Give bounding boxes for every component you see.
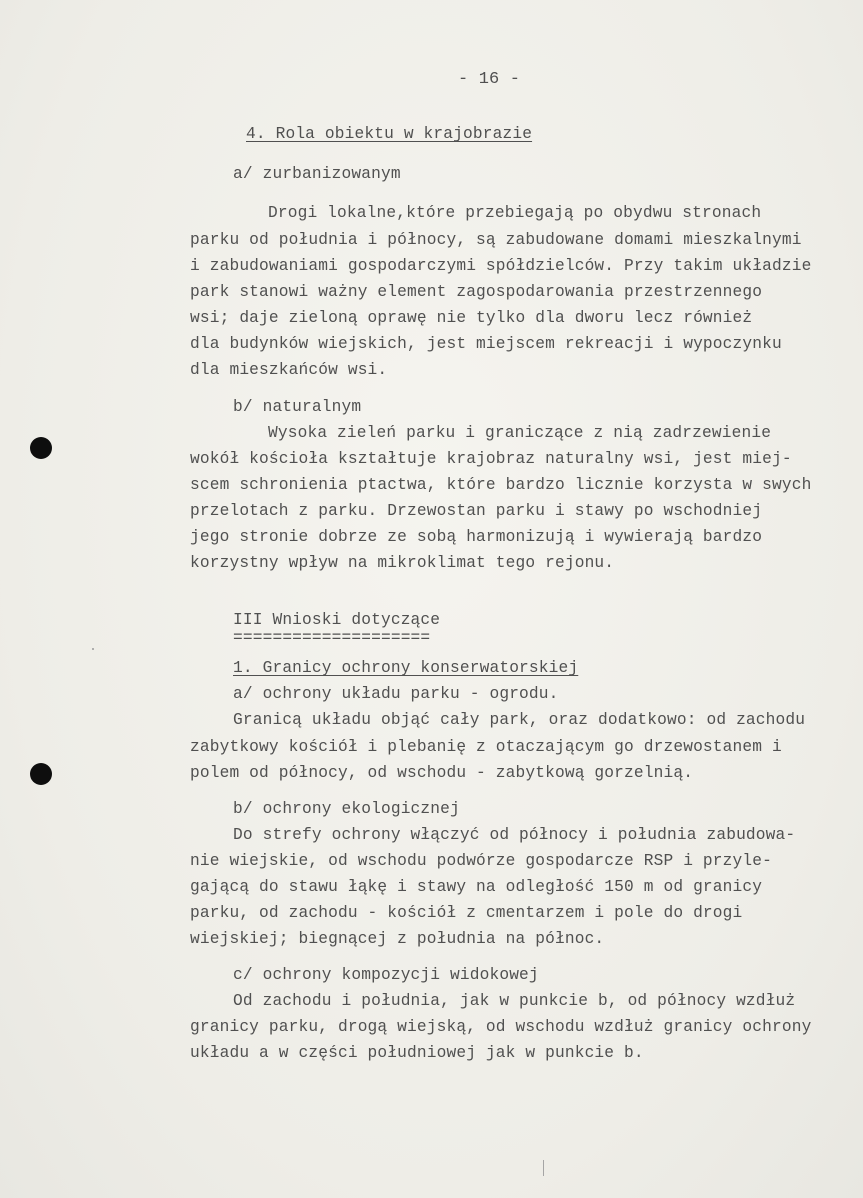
section-heading-role-in-landscape: 4. Rola obiektu w krajobrazie (246, 125, 533, 143)
paragraph-line: parku, od zachodu - kościół z cmentarzem i pole do drogi (190, 904, 743, 922)
paragraph-line: scem schronienia ptactwa, które bardzo licznie korzysta w swych (190, 476, 812, 494)
paragraph-line: park stanowi ważny element zagospodarowania przestrzennego (190, 283, 763, 301)
paragraph-line: Do strefy ochrony włączyć od północy i południa zabudowa- (233, 826, 796, 844)
paragraph-line: Drogi lokalne,które przebiegają po obydwu stronach (268, 204, 762, 222)
subsection-label-view-composition: c/ ochrony kompozycji widokowej (233, 966, 539, 984)
paragraph-line: polem od północy, od wschodu - zabytkową gorzelnią. (190, 764, 694, 782)
paragraph-line: gającą do stawu łąkę i stawy na odległość 150 m od granicy (190, 878, 763, 896)
paragraph-line: przelotach z parku. Drzewostan parku i stawy po wschodniej (190, 502, 763, 520)
paragraph-line: układu a w części południowej jak w punkcie b. (190, 1044, 644, 1062)
paragraph-line: granicy parku, drogą wiejską, od wschodu wzdłuż granicy ochrony (190, 1018, 812, 1036)
paper-mark (543, 1160, 544, 1176)
paragraph-line: Wysoka zieleń parku i graniczące z nią zadrzewienie (268, 424, 772, 442)
paragraph-line: jego stronie dobrze ze sobą harmonizują i wywierają bardzo (190, 528, 763, 546)
punch-hole-upper (30, 437, 52, 459)
item-heading-conservation-boundaries: 1. Granicy ochrony konserwatorskiej (233, 659, 579, 677)
paragraph-line: parku od południa i północy, są zabudowane domami mieszkalnymi (190, 231, 802, 249)
heading-double-rule: ==================== (233, 629, 431, 647)
paragraph-line: zabytkowy kościół i plebanię z otaczającym go drzewostanem i (190, 738, 782, 756)
paragraph-line: i zabudowaniami gospodarczymi spółdzielców. Przy takim układzie (190, 257, 812, 275)
subsection-label-urbanized: a/ zurbanizowanym (233, 165, 401, 183)
paragraph-line: wsi; daje zieloną oprawę nie tylko dla dworu lecz również (190, 309, 753, 327)
paragraph-line: wiejskiej; biegnącej z południa na północ. (190, 930, 605, 948)
paper-speck (92, 648, 94, 650)
page-number: - 16 - (458, 70, 521, 89)
paragraph-line: dla mieszkańców wsi. (190, 361, 388, 379)
paragraph-line: Granicą układu objąć cały park, oraz dodatkowo: od zachodu (233, 711, 806, 729)
paragraph-line: Od zachodu i południa, jak w punkcie b, od północy wzdłuż (233, 992, 796, 1010)
subsection-label-park-layout: a/ ochrony układu parku - ogrodu. (233, 685, 559, 703)
paragraph-line: dla budynków wiejskich, jest miejscem rekreacji i wypoczynku (190, 335, 782, 353)
chapter-heading-conclusions: III Wnioski dotyczące (233, 611, 441, 629)
subsection-label-natural: b/ naturalnym (233, 398, 362, 416)
punch-hole-lower (30, 763, 52, 785)
subsection-label-ecological: b/ ochrony ekologicznej (233, 800, 460, 818)
paragraph-line: wokół kościoła kształtuje krajobraz naturalny wsi, jest miej- (190, 450, 792, 468)
paragraph-line: nie wiejskie, od wschodu podwórze gospodarcze RSP i przyle- (190, 852, 772, 870)
paragraph-line: korzystny wpływ na mikroklimat tego rejonu. (190, 554, 615, 572)
